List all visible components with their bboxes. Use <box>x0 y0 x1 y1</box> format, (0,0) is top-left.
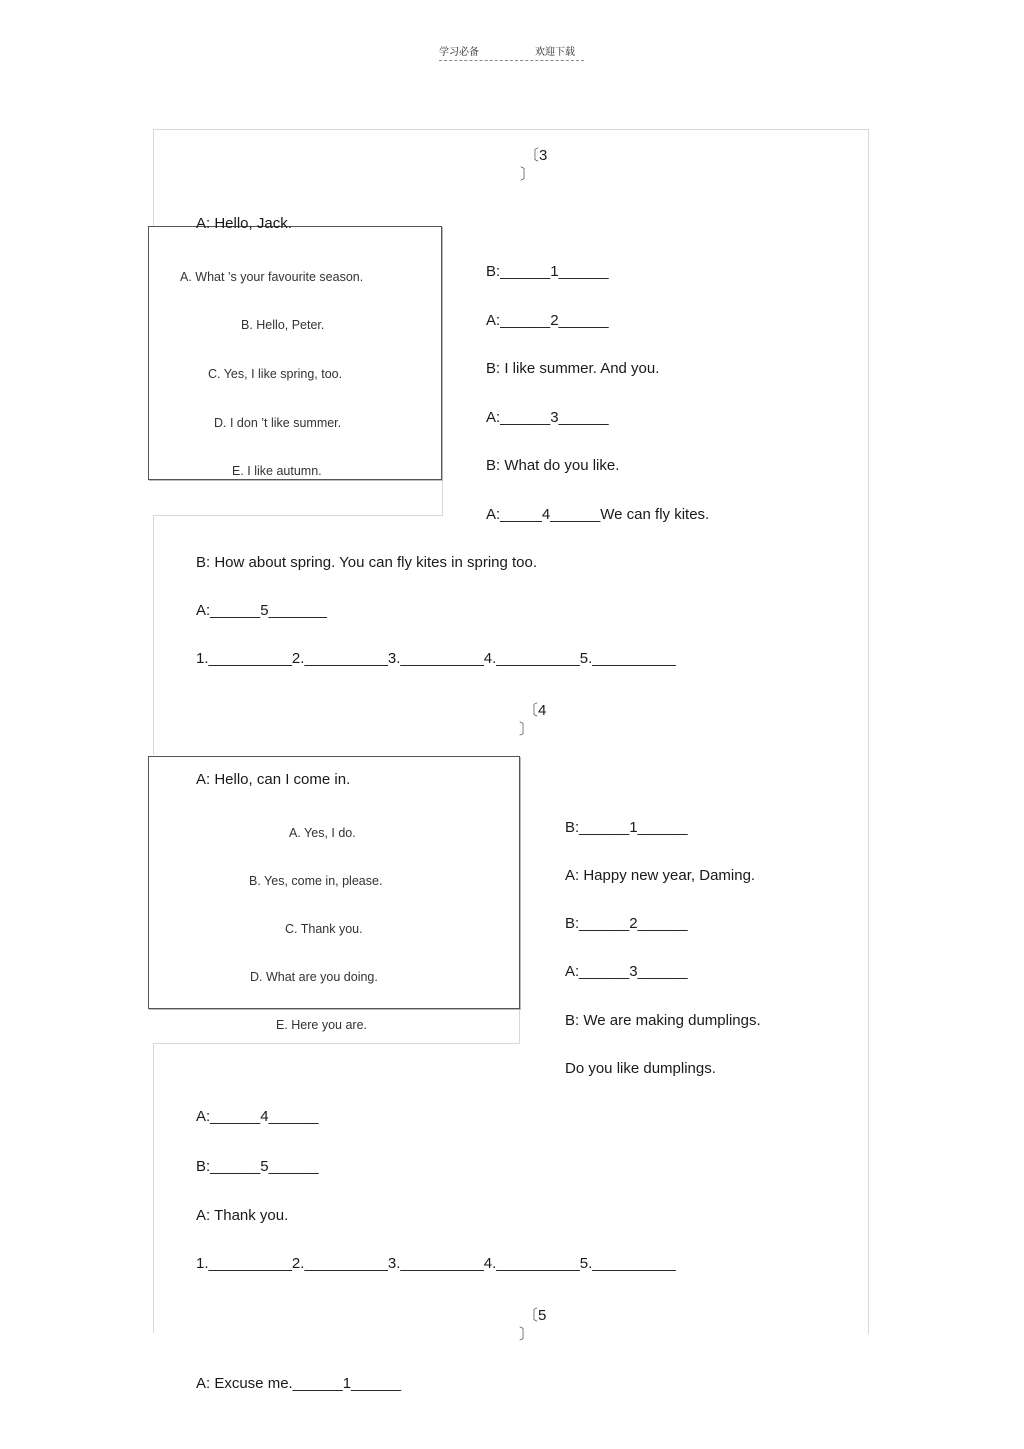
section-4-line-3: A: Happy new year, Daming. <box>565 867 756 884</box>
section-3-option-b: B. Hello, Peter. <box>241 318 325 332</box>
section-3-option-c: C. Yes, I like spring, too. <box>208 367 343 381</box>
section-4-option-e: E. Here you are. <box>276 1018 368 1032</box>
section-4-option-d: D. What are you doing. <box>250 970 378 984</box>
header-divider <box>439 60 584 61</box>
section-4-line-10: A: Thank you. <box>196 1207 289 1224</box>
section-4-answer-line: 1.__________2.__________3.__________4.__________5.__________ <box>196 1255 676 1272</box>
section-3-line-6: B: What do you like. <box>486 457 620 474</box>
section-4-line-7: Do you like dumplings. <box>565 1060 716 1077</box>
section-3-line-7: A:_____4______We can fly kites. <box>486 506 710 523</box>
section-4-option-c: C. Thank you. <box>285 922 363 936</box>
frame-left-2 <box>153 515 154 755</box>
section-3-line-3: A:______2______ <box>486 312 609 329</box>
frame-step-2v <box>519 1007 520 1043</box>
frame-top <box>153 129 869 130</box>
frame-left-3 <box>153 1043 154 1333</box>
section-4-line-6: B: We are making dumplings. <box>565 1012 761 1029</box>
section-4-line-5: A:______3______ <box>565 963 688 980</box>
frame-left-1 <box>153 129 154 227</box>
frame-step-1 <box>153 515 443 516</box>
section-4-option-b: B. Yes, come in, please. <box>249 874 383 888</box>
section-3-bracket: 〕 <box>520 166 536 183</box>
header-right: 欢迎下载 <box>535 47 575 58</box>
section-5-bracket: 〕 <box>519 1326 535 1343</box>
section-3-line-9: A:______5_______ <box>196 602 327 619</box>
section-3-number: 〔3 <box>524 147 548 164</box>
frame-step-1v <box>442 478 443 515</box>
section-3-option-d: D. I don ’t like summer. <box>214 416 342 430</box>
frame-right <box>868 129 869 1334</box>
section-3-answer-line: 1.__________2.__________3.__________4.__________5.__________ <box>196 650 676 667</box>
section-3-options-box <box>148 226 442 480</box>
section-4-option-a: A. Yes, I do. <box>289 826 356 840</box>
section-3-line-8: B: How about spring. You can fly kites in spring too. <box>196 554 538 571</box>
section-5-line-1: A: Excuse me.______1______ <box>196 1375 402 1392</box>
section-4-number: 〔4 <box>523 702 547 719</box>
section-4-line-1: A: Hello, can I come in. <box>196 771 351 788</box>
header-left: 学习必备 <box>439 47 479 58</box>
section-3-line-5: A:______3______ <box>486 409 609 426</box>
section-4-bracket: 〕 <box>519 721 535 738</box>
section-4-line-4: B:______2______ <box>565 915 688 932</box>
section-3-option-e: E. I like autumn. <box>232 464 322 478</box>
section-3-line-4: B: I like summer. And you. <box>486 360 660 377</box>
section-3-option-a: A. What ’s your favourite season. <box>180 270 364 284</box>
section-3-line-2: B:______1______ <box>486 263 609 280</box>
section-3-line-1: A: Hello, Jack. <box>196 215 292 232</box>
section-4-line-9: B:______5______ <box>196 1158 319 1175</box>
section-4-line-2: B:______1______ <box>565 819 688 836</box>
section-4-line-8: A:______4______ <box>196 1108 319 1125</box>
frame-step-2 <box>153 1043 520 1044</box>
section-5-number: 〔5 <box>523 1307 547 1324</box>
